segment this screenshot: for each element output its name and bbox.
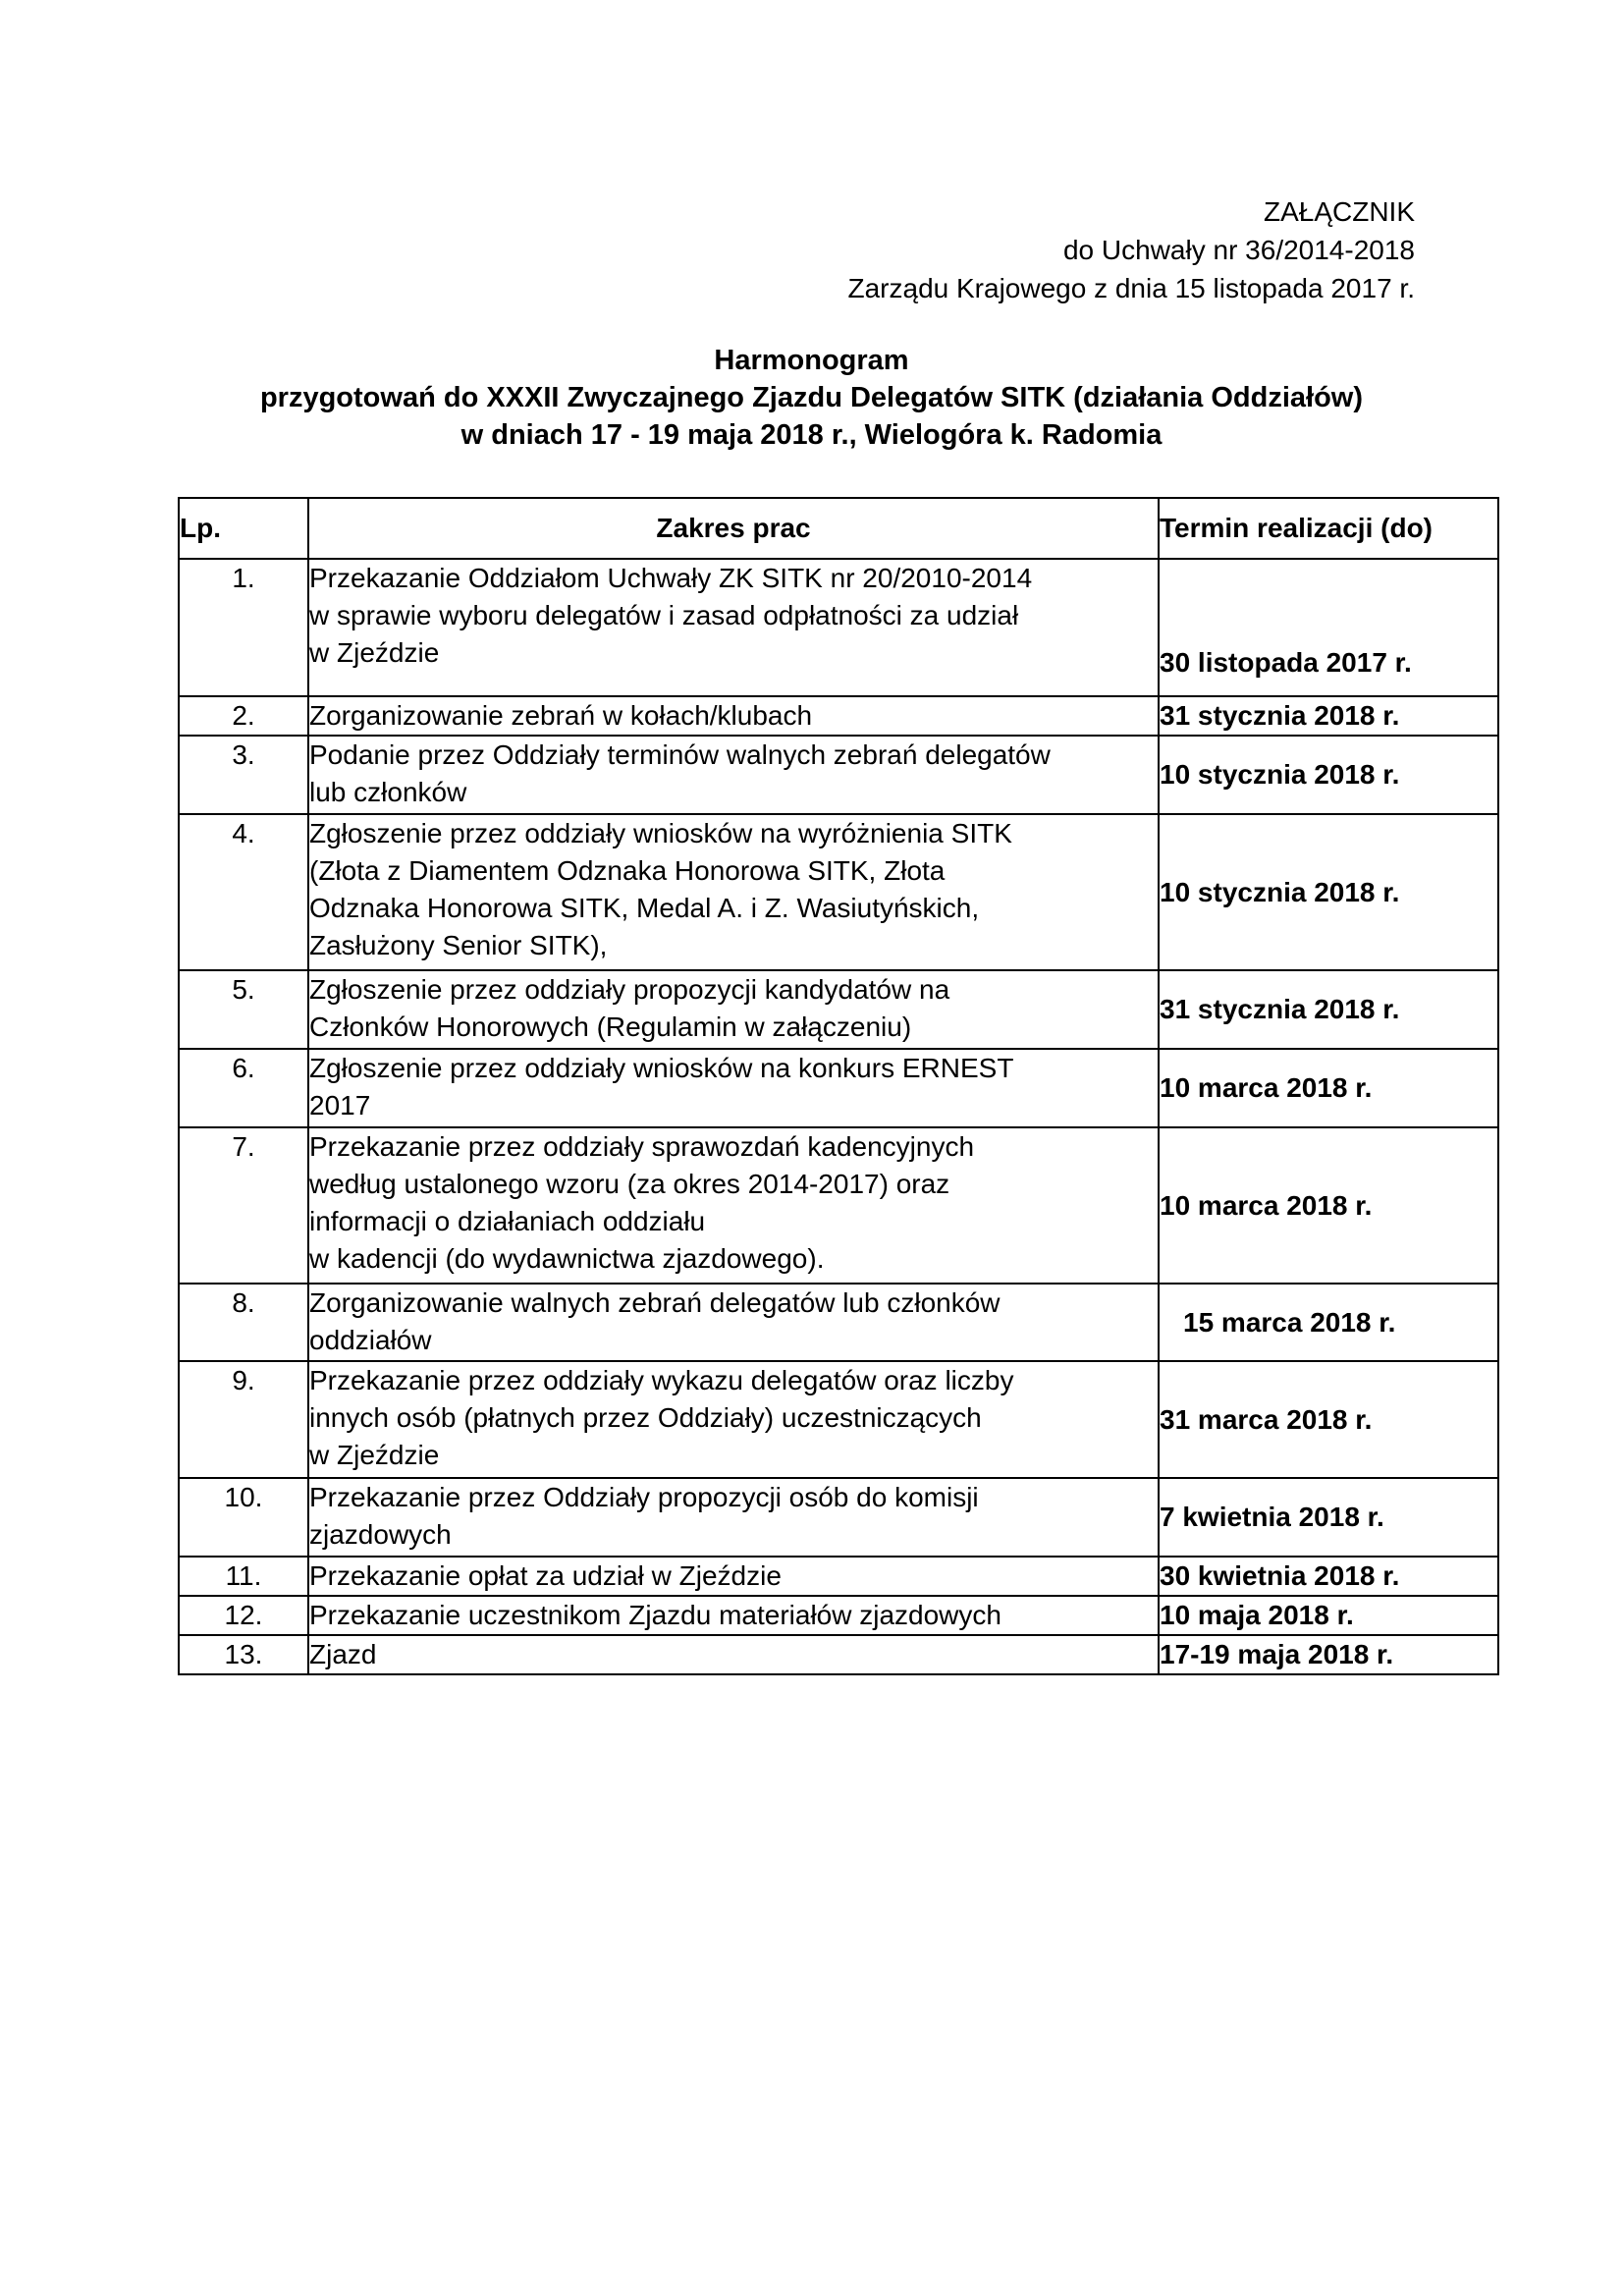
- header-lp: Lp.: [179, 498, 308, 559]
- row-number: 7.: [179, 1127, 308, 1284]
- table-header-row: [179, 498, 1498, 559]
- row-deadline: 10 maja 2018 r.: [1159, 1596, 1498, 1635]
- table-row: [179, 1635, 1498, 1674]
- row-task: Przekazanie uczestnikom Zjazdu materiałów zjazdowych: [308, 1596, 1159, 1635]
- row-number: 11.: [179, 1557, 308, 1596]
- row-deadline: 31 stycznia 2018 r.: [1159, 970, 1498, 1049]
- row-number: 9.: [179, 1361, 308, 1478]
- row-deadline: 10 stycznia 2018 r.: [1159, 814, 1498, 970]
- row-number: 12.: [179, 1596, 308, 1635]
- header-zakres: Zakres prac: [308, 498, 1159, 559]
- row-task: Zgłoszenie przez oddziały propozycji kandydatów na Członków Honorowych (Regulamin w załączeniu): [308, 970, 1159, 1049]
- board-date-reference: Zarządu Krajowego z dnia 15 listopada 2017 r.: [847, 273, 1415, 303]
- row-number: 4.: [179, 814, 308, 970]
- table-row: [179, 970, 1498, 1049]
- row-task: Zgłoszenie przez oddziały wniosków na wyróżnienia SITK (Złota z Diamentem Odznaka Honorowa SITK, Złota Odznaka Honorowa SITK, Medal A. i Z. Wasiutyńskich, Zasłużony Senior SITK),: [308, 814, 1159, 970]
- table-row: [179, 1557, 1498, 1596]
- row-number: 13.: [179, 1635, 308, 1674]
- row-number: 5.: [179, 970, 308, 1049]
- row-deadline: 30 kwietnia 2018 r.: [1159, 1557, 1498, 1596]
- table-row: [179, 1478, 1498, 1557]
- row-deadline: 15 marca 2018 r.: [1159, 1284, 1498, 1361]
- row-task: Zorganizowanie walnych zebrań delegatów lub członków oddziałów: [308, 1284, 1159, 1361]
- schedule-table: [178, 497, 1499, 1675]
- attachment-header: [848, 192, 1416, 307]
- document-title: [0, 342, 1623, 454]
- row-deadline: 17-19 maja 2018 r.: [1159, 1635, 1498, 1674]
- resolution-reference: do Uchwały nr 36/2014-2018: [1062, 235, 1415, 265]
- row-task: Zorganizowanie zebrań w kołach/klubach: [308, 696, 1159, 736]
- row-task: Przekazanie przez Oddziały propozycji osób do komisji zjazdowych: [308, 1478, 1159, 1557]
- table-row: [179, 696, 1498, 736]
- row-deadline: 10 marca 2018 r.: [1159, 1049, 1498, 1127]
- row-task: Przekazanie przez oddziały sprawozdań kadencyjnych według ustalonego wzoru (za okres 2014-2017) oraz informacji o działaniach oddziału w kadencji (do wydawnictwa zjazdowego).: [308, 1127, 1159, 1284]
- row-deadline: 10 stycznia 2018 r.: [1159, 736, 1498, 814]
- title-line-3: w dniach 17 - 19 maja 2018 r., Wielogóra k. Radomia: [460, 419, 1163, 451]
- table-row: [179, 1596, 1498, 1635]
- row-task: Przekazanie opłat za udział w Zjeździe: [308, 1557, 1159, 1596]
- row-deadline: 10 marca 2018 r.: [1159, 1127, 1498, 1284]
- row-task: Zjazd: [308, 1635, 1159, 1674]
- row-deadline: 31 stycznia 2018 r.: [1159, 696, 1498, 736]
- row-deadline: 31 marca 2018 r.: [1159, 1361, 1498, 1478]
- table-row: [179, 1361, 1498, 1478]
- row-deadline: 30 listopada 2017 r.: [1159, 559, 1498, 696]
- table-row: [179, 1127, 1498, 1284]
- row-deadline: 7 kwietnia 2018 r.: [1159, 1478, 1498, 1557]
- row-task: Przekazanie Oddziałom Uchwały ZK SITK nr 20/2010-2014 w sprawie wyboru delegatów i zasad odpłatności za udział w Zjeździe: [308, 559, 1159, 696]
- row-number: 2.: [179, 696, 308, 736]
- header-termin: Termin realizacji (do): [1159, 498, 1498, 559]
- table-row: [179, 1284, 1498, 1361]
- table-row: [179, 814, 1498, 970]
- row-number: 1.: [179, 559, 308, 696]
- table-row: [179, 1049, 1498, 1127]
- row-number: 8.: [179, 1284, 308, 1361]
- row-task: Podanie przez Oddziały terminów walnych zebrań delegatów lub członków: [308, 736, 1159, 814]
- title-line-1: Harmonogram: [714, 345, 909, 376]
- attachment-label: ZAŁĄCZNIK: [1263, 196, 1415, 227]
- row-number: 6.: [179, 1049, 308, 1127]
- row-number: 10.: [179, 1478, 308, 1557]
- row-task: Przekazanie przez oddziały wykazu delegatów oraz liczby innych osób (płatnych przez Oddziały) uczestniczących w Zjeździe: [308, 1361, 1159, 1478]
- table-row: [179, 736, 1498, 814]
- row-number: 3.: [179, 736, 308, 814]
- table-row: [179, 559, 1498, 696]
- title-line-2: przygotowań do XXXII Zwyczajnego Zjazdu Delegatów SITK (działania Oddziałów): [259, 382, 1364, 413]
- row-task: Zgłoszenie przez oddziały wniosków na konkurs ERNEST 2017: [308, 1049, 1159, 1127]
